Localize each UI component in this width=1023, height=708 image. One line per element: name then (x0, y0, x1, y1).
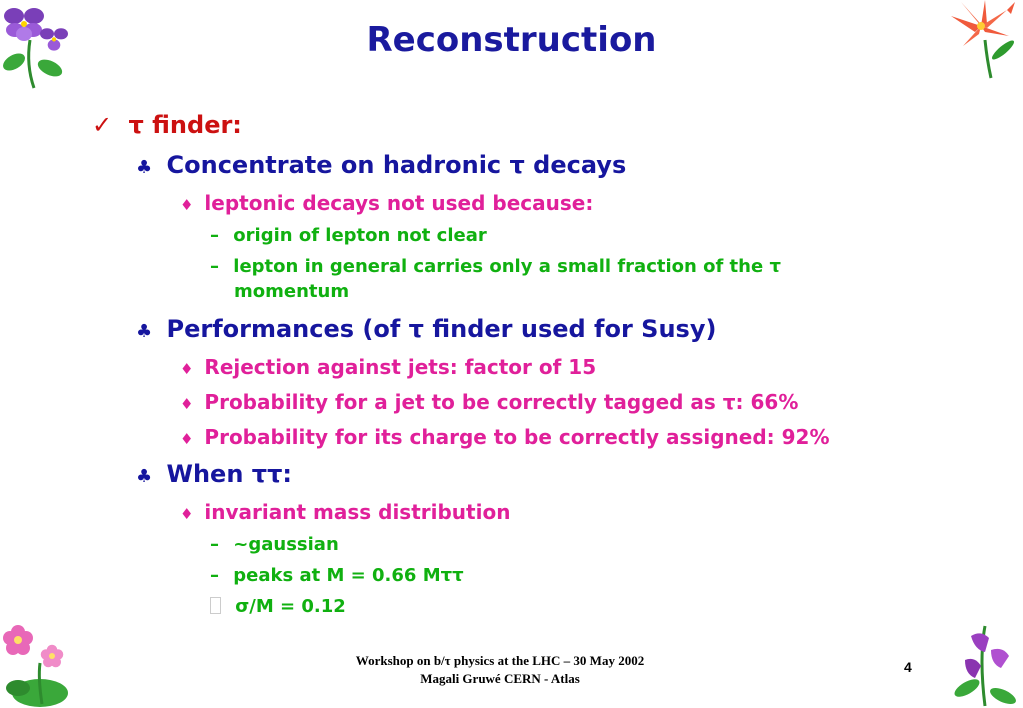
lily-flower-icon (945, 0, 1023, 80)
pink-flower-icon (0, 618, 80, 708)
club-icon: ♣ (136, 157, 153, 178)
bullet-when-tautau (136, 460, 292, 488)
diamond-icon: ♦ (180, 430, 194, 448)
bullet-text: Probability for its charge to be correctly assigned: 92% (204, 425, 830, 449)
missing-glyph-icon (210, 597, 221, 614)
diamond-icon: ♦ (180, 360, 194, 378)
bullet-tau-finder (92, 111, 242, 139)
bullet-probability-tagged (180, 390, 798, 414)
footer-workshop: Workshop on b/τ physics at the LHC – 30 May 2002 (355, 653, 645, 668)
bullet-text: When ττ: (166, 460, 293, 488)
diamond-icon: ♦ (180, 395, 194, 413)
bullet-text: origin of lepton not clear (233, 225, 487, 246)
bullet-text: Rejection against jets: factor of 15 (204, 355, 597, 379)
diamond-icon: ♦ (180, 196, 194, 214)
bullet-text: Concentrate on hadronic τ decays (166, 151, 627, 179)
dash-icon: – (210, 225, 219, 246)
bullet-lepton-fraction (210, 256, 781, 277)
checkmark-icon: ✓ (92, 111, 113, 139)
bullet-gaussian (210, 534, 339, 555)
bullet-text: leptonic decays not used because: (204, 191, 594, 215)
footer-author: Magali Gruwé CERN - Atlas (420, 671, 580, 686)
bullet-peaks (210, 565, 464, 586)
bullet-lepton-fraction-cont (234, 281, 349, 302)
bullet-origin-lepton (210, 225, 487, 246)
bullet-text: ~gaussian (233, 534, 339, 555)
bullet-leptonic-decays (180, 191, 593, 215)
club-icon: ♣ (136, 466, 153, 487)
footer (300, 652, 700, 688)
page-number: 4 (904, 659, 912, 675)
bullet-text: lepton in general carries only a small fraction of the τ (233, 256, 781, 277)
diamond-icon: ♦ (180, 505, 194, 523)
dash-icon: – (210, 256, 219, 277)
slide-title: Reconstruction (366, 20, 657, 60)
bullet-text: momentum (234, 281, 350, 302)
dash-icon: – (210, 534, 219, 555)
bullet-text: invariant mass distribution (204, 500, 511, 524)
bullet-text: τ finder: (128, 111, 242, 139)
bullet-text: Probability for a jet to be correctly tagged as τ: 66% (204, 390, 799, 414)
bullet-text: peaks at M = 0.66 Mττ (233, 565, 464, 586)
bullet-sigma (210, 596, 346, 617)
bullet-probability-charge (180, 425, 829, 449)
bullet-performances (136, 315, 716, 343)
bullet-invariant-mass (180, 500, 510, 524)
violet-flower-icon (0, 0, 75, 90)
club-icon: ♣ (136, 321, 153, 342)
bellflower-icon (945, 618, 1023, 708)
bullet-text: Performances (of τ finder used for Susy) (166, 315, 717, 343)
dash-icon: – (210, 565, 219, 586)
bullet-rejection (180, 355, 596, 379)
bullet-hadronic-decays (136, 151, 626, 179)
bullet-text: σ/M = 0.12 (235, 596, 346, 617)
